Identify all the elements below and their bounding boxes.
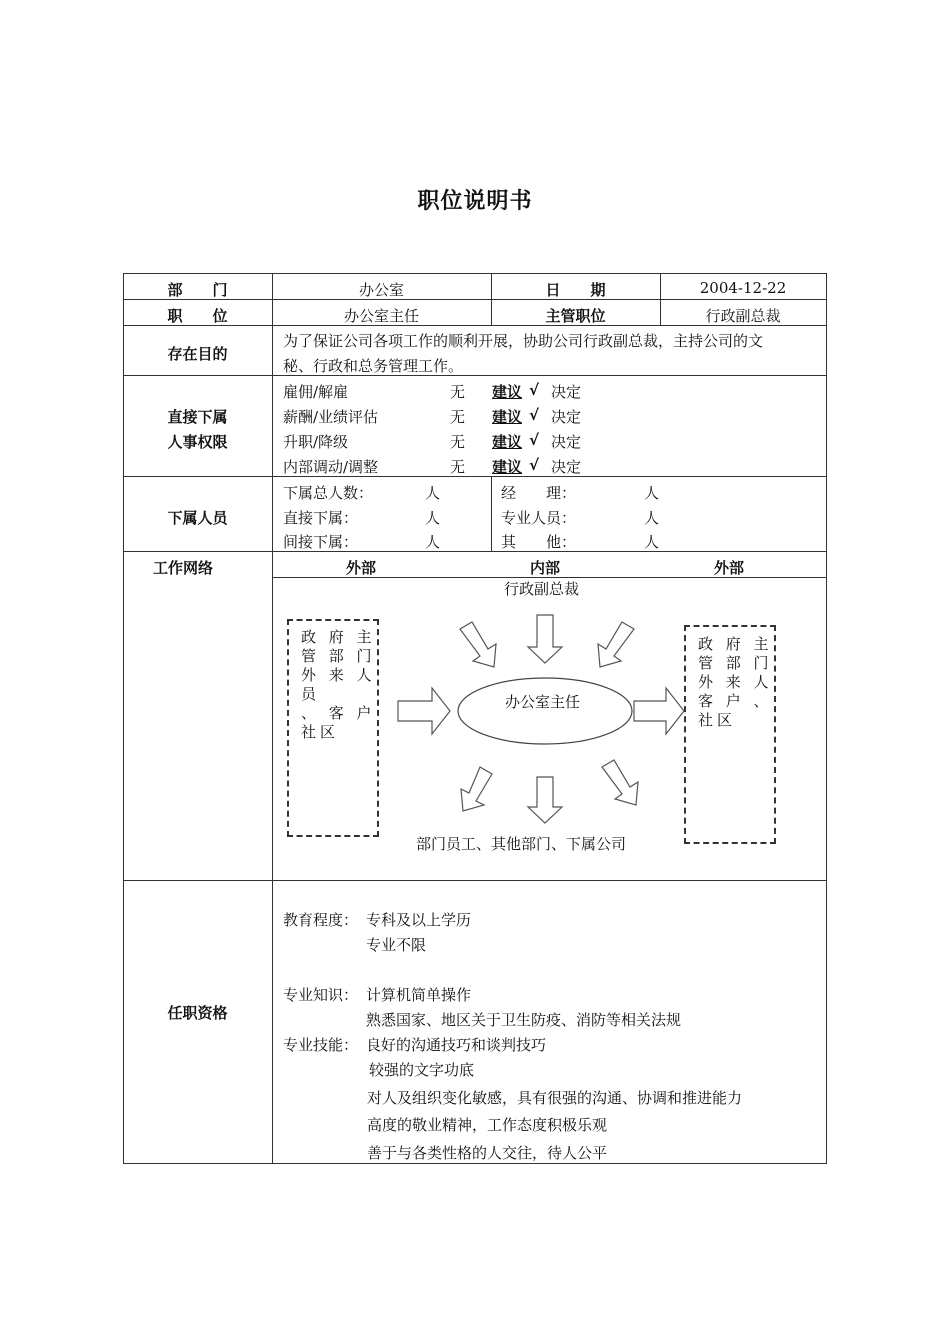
skills-value: 良好的沟通技巧和谈判技巧 <box>366 1036 547 1054</box>
qualifications-label: 任职资格 <box>167 1004 228 1022</box>
dept-value: 办公室 <box>358 281 404 299</box>
knowledge-label: 专业知识： <box>283 986 359 1004</box>
authority-none: 无 <box>450 408 466 426</box>
date-label: 日 期 <box>545 281 606 299</box>
network-center-node: 办公室主任 <box>505 693 581 711</box>
document-title: 职位说明书 <box>417 189 533 214</box>
arrow-right-icon <box>398 688 450 734</box>
supervisor-label: 主管职位 <box>545 307 606 325</box>
supervisor-value: 行政副总裁 <box>705 307 781 325</box>
position-label: 职 位 <box>167 307 228 325</box>
skills-value: 对人及组织变化敏感，具有很强的沟通、协调和推进能力 <box>367 1089 743 1107</box>
authority-decide: 决定 <box>551 433 582 451</box>
authority-none: 无 <box>450 458 466 476</box>
check-mark-icon: √ <box>529 431 540 449</box>
subordinate-count-label: 间接下属： <box>283 533 359 551</box>
authority-none: 无 <box>450 433 466 451</box>
knowledge-value: 计算机简单操作 <box>366 986 472 1004</box>
knowledge-value: 熟悉国家、地区关于卫生防疫、消防等相关法规 <box>366 1011 682 1029</box>
education-value: 专业不限 <box>366 936 427 954</box>
subordinate-count-unit: 人 <box>644 509 660 527</box>
subordinate-count-label: 经 理： <box>501 484 577 502</box>
subordinate-count-unit: 人 <box>425 533 441 551</box>
arrow-down-icon <box>528 615 562 663</box>
authority-suggest: 建议 <box>492 433 523 451</box>
authority-item: 雇佣/解雇 <box>283 383 349 401</box>
authority-item: 薪酬/业绩评估 <box>283 408 379 426</box>
network-top-node: 行政副总裁 <box>504 580 580 598</box>
skills-value: 善于与各类性格的人交往，待人公平 <box>367 1144 608 1162</box>
external-left-text: 政 府 主 管 部 门 外 来 人 员 、 客 户 社区 <box>301 628 376 741</box>
network-col-external-left: 外部 <box>346 559 377 577</box>
skills-label: 专业技能： <box>283 1036 359 1054</box>
check-mark-icon: √ <box>529 406 540 424</box>
check-mark-icon: √ <box>529 456 540 474</box>
date-value: 2004-12-22 <box>699 279 787 297</box>
subordinate-count-label: 直接下属： <box>283 509 359 527</box>
education-label: 教育程度： <box>283 911 359 929</box>
subordinate-count-unit: 人 <box>425 509 441 527</box>
arrow-down-right-icon <box>460 622 496 667</box>
authority-decide: 决定 <box>551 408 582 426</box>
authority-none: 无 <box>450 383 466 401</box>
subordinate-count-unit: 人 <box>644 533 660 551</box>
authority-suggest: 建议 <box>492 458 523 476</box>
subordinate-count-label: 其 他： <box>501 533 577 551</box>
authority-suggest: 建议 <box>492 408 523 426</box>
arrow-down-right-icon <box>602 760 638 805</box>
authority-decide: 决定 <box>551 458 582 476</box>
authority-label-1: 直接下属 <box>167 408 228 426</box>
authority-label-2: 人事权限 <box>167 433 228 451</box>
network-col-internal: 内部 <box>530 559 561 577</box>
education-value: 专科及以上学历 <box>366 911 472 929</box>
purpose-line-2: 秘、行政和总务管理工作。 <box>283 357 464 375</box>
dept-label: 部 门 <box>167 281 228 299</box>
skills-value: 较强的文字功底 <box>369 1061 475 1079</box>
subordinate-count-label: 下属总人数： <box>283 484 374 502</box>
network-col-external-right: 外部 <box>714 559 745 577</box>
subordinate-count-unit: 人 <box>425 484 441 502</box>
authority-suggest: 建议 <box>492 383 523 401</box>
skills-value: 高度的敬业精神，工作态度积极乐观 <box>367 1116 608 1134</box>
authority-item: 内部调动/调整 <box>283 458 379 476</box>
authority-decide: 决定 <box>551 383 582 401</box>
subordinate-count-unit: 人 <box>644 484 660 502</box>
position-value: 办公室主任 <box>343 307 419 325</box>
arrow-right-icon <box>634 688 684 734</box>
arrow-down-left-icon <box>598 622 634 667</box>
check-mark-icon: √ <box>529 381 540 399</box>
authority-item: 升职/降级 <box>283 433 349 451</box>
network-bottom-node: 部门员工、其他部门、下属公司 <box>416 835 627 853</box>
external-right-text: 政 府 主 管 部 门 外 来 人 客 户 、 社区 <box>698 635 773 729</box>
subordinates-label: 下属人员 <box>167 509 228 527</box>
purpose-line-1: 为了保证公司各项工作的顺利开展，协助公司行政副总裁，主持公司的文 <box>283 332 764 350</box>
subordinate-count-label: 专业人员： <box>501 509 577 527</box>
purpose-label: 存在目的 <box>167 345 228 363</box>
arrow-down-icon <box>528 777 562 823</box>
arrow-down-left-icon <box>461 767 492 811</box>
network-label: 工作网络 <box>152 559 213 577</box>
